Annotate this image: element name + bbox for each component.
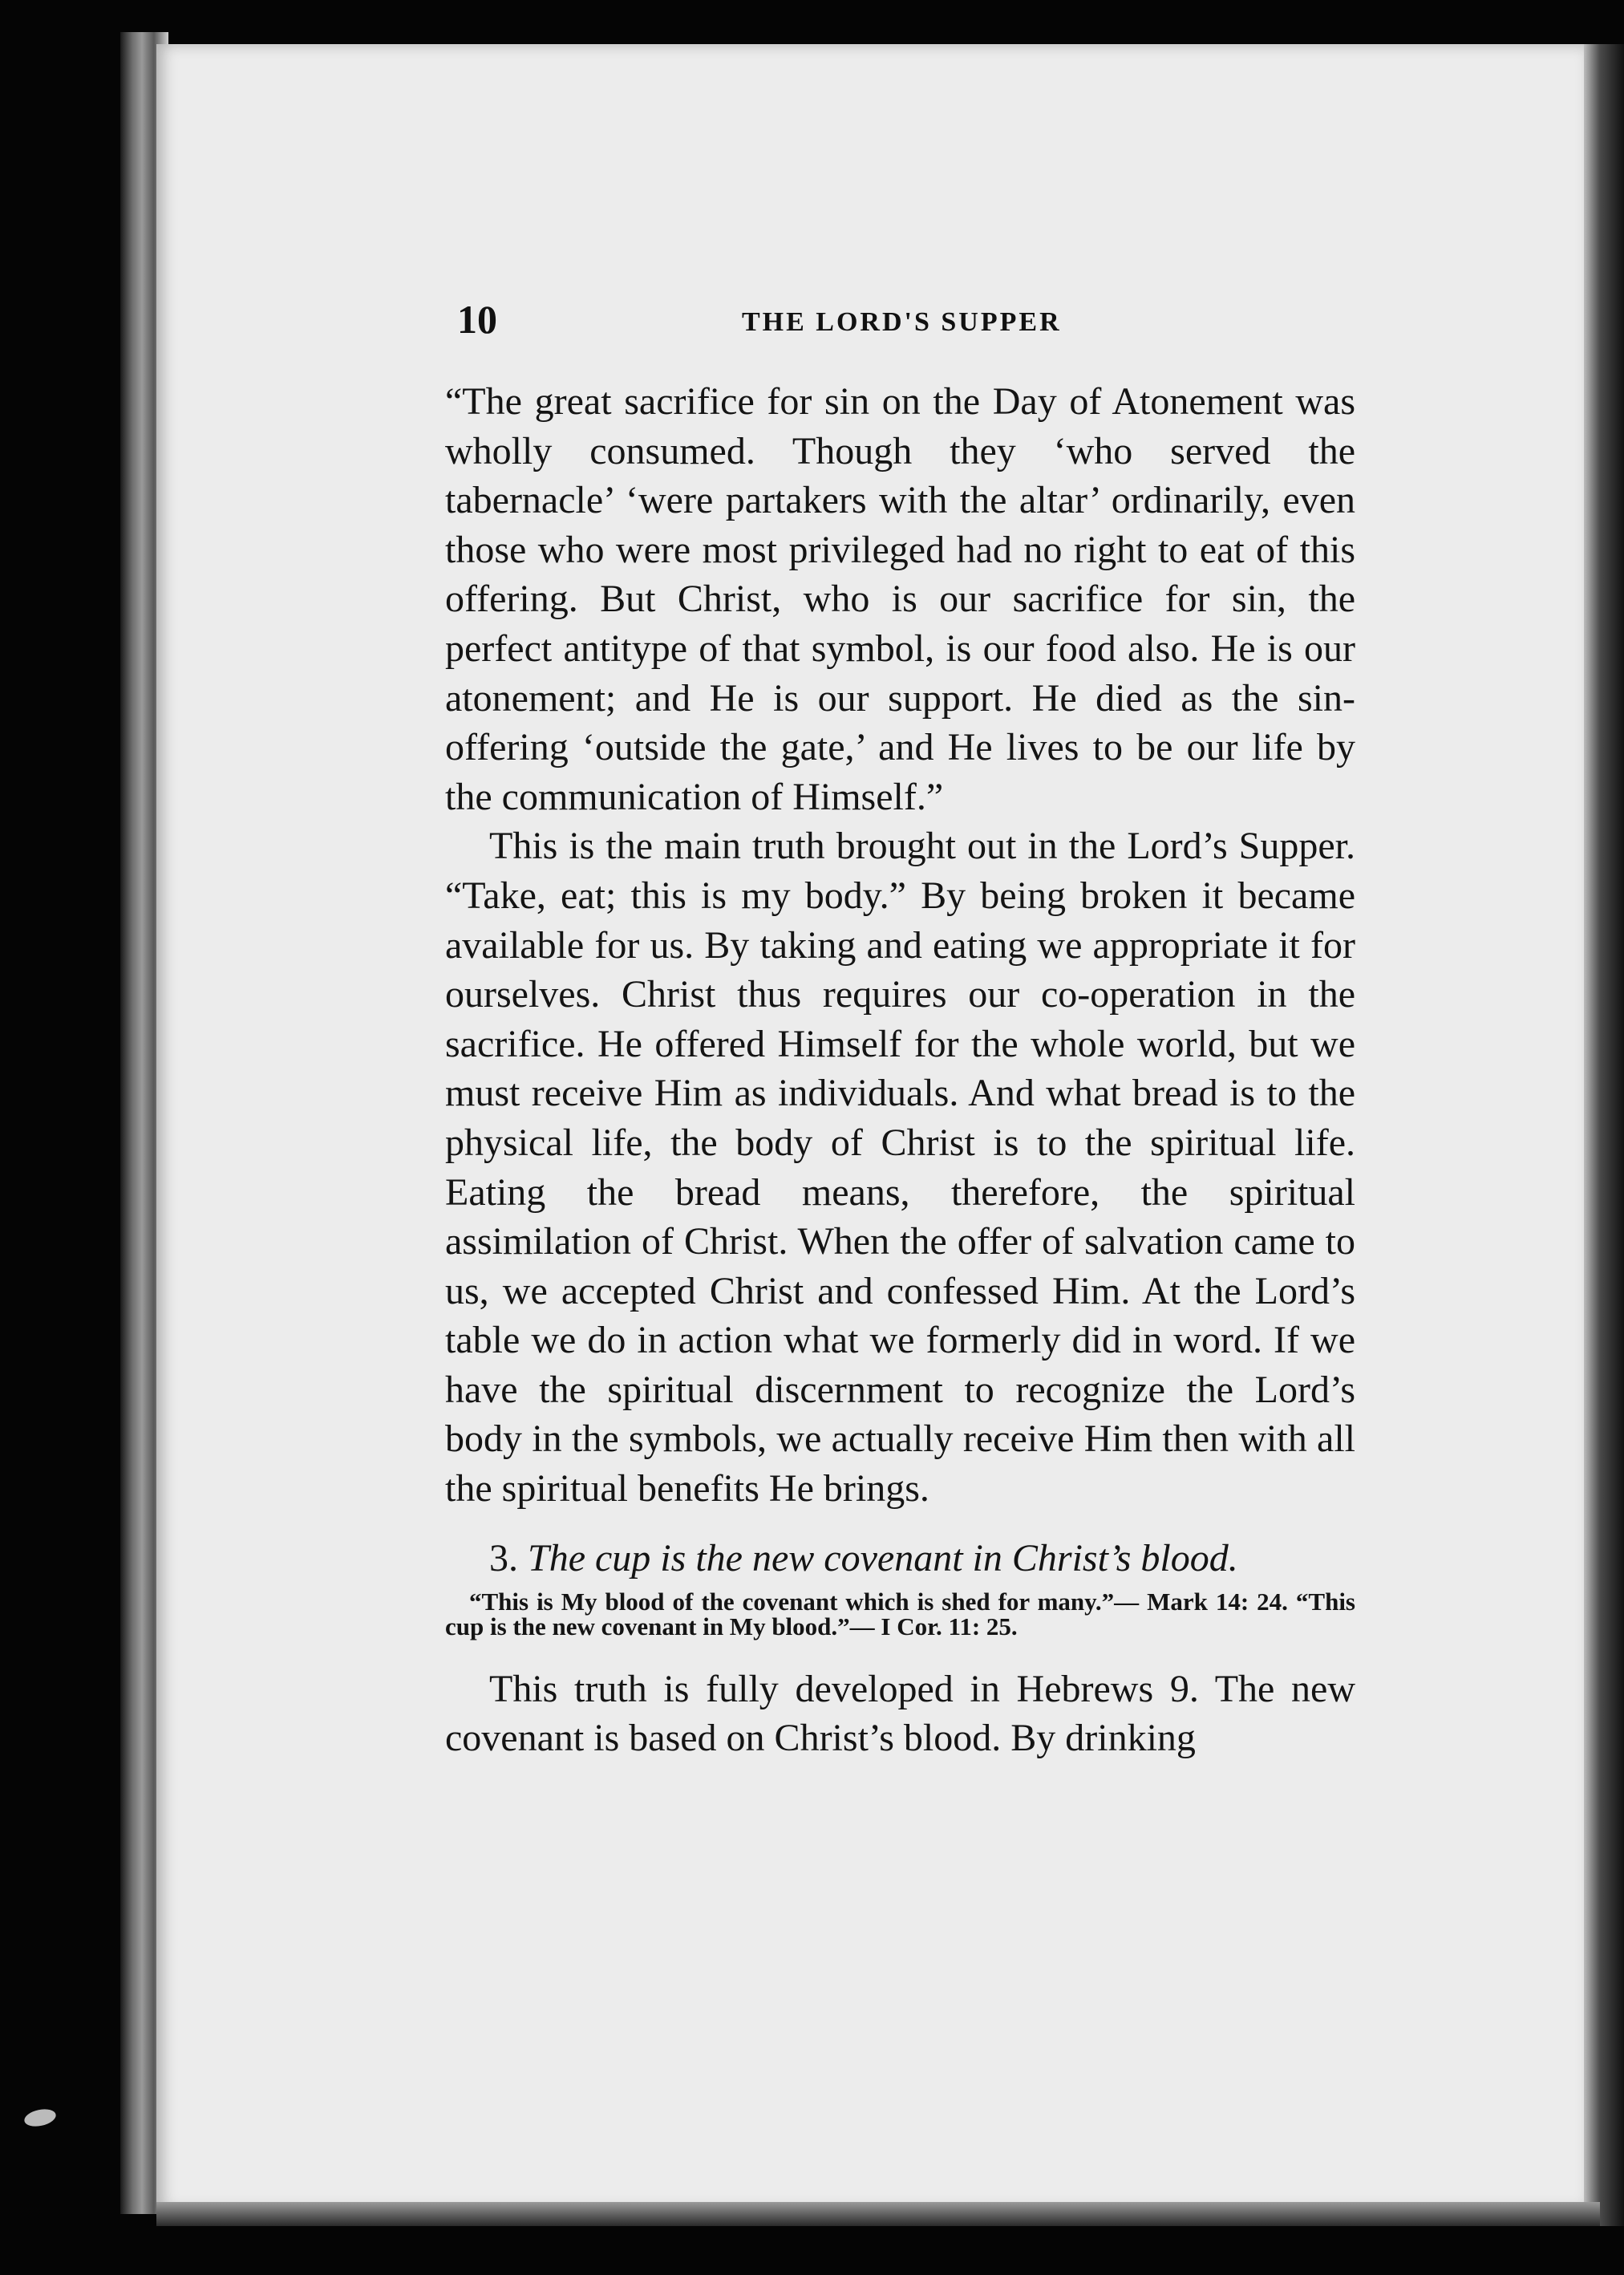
quote-paragraph: “The great sacrifice for sin on the Day of Atonement was wholly consumed. Though they ‘who served the tabernacle’ ‘were partakers with the altar’ ordinarily, even those who were most privileged had no right to eat of this offering. But Christ, who is our sacrifice for sin, the perfect antitype of that symbol, is our food also. He is our atonement; and He is our support. He died as the sin-offering ‘outside the gate,’ and He lives to be our life by the communication of Himself.” bbox=[445, 380, 1355, 818]
scripture-note: “This is My blood of the covenant which is shed for many.”— Mark 14: 24. “This cup is the new covenant in My blood.”— I Cor. 11: 25. bbox=[445, 1587, 1355, 1640]
page-header bbox=[457, 295, 1355, 343]
final-paragraph: This truth is fully developed in Hebrews 9. The new covenant is based on Christ’s blood. By drinking bbox=[445, 1667, 1355, 1760]
section-title: The cup is the new covenant in Christ’s blood. bbox=[528, 1536, 1238, 1580]
page-number: 10 bbox=[457, 297, 497, 342]
section-heading bbox=[445, 1535, 1355, 1583]
section-number: 3. bbox=[489, 1536, 518, 1580]
page-body bbox=[445, 377, 1355, 1763]
page-bottom-edge bbox=[156, 2202, 1600, 2226]
page-right-edge bbox=[1584, 44, 1624, 2226]
running-head: THE LORD'S SUPPER bbox=[742, 307, 1062, 337]
main-paragraph: This is the main truth brought out in the Lord’s Supper. “Take, eat; this is my body.” By being broken it became available for us. By taking and eating we appropriate it for ourselves. Christ thus requires our co-operation in the sacrifice. He offered Himself for the whole world, but we must receive Him as individuals. And what bread is to the physical life, the body of Christ is to the spiritual life. Eating the bread means, therefore, the spiritual assimilation of Christ. When the offer of salvation came to us, we accepted Christ and confessed Him. At the Lord’s table we do in action what we formerly did in word. If we have the spiritual discernment to recognize the Lord’s body in the symbols, we actually receive Him then with all the spiritual benefits He brings. bbox=[445, 825, 1355, 1511]
